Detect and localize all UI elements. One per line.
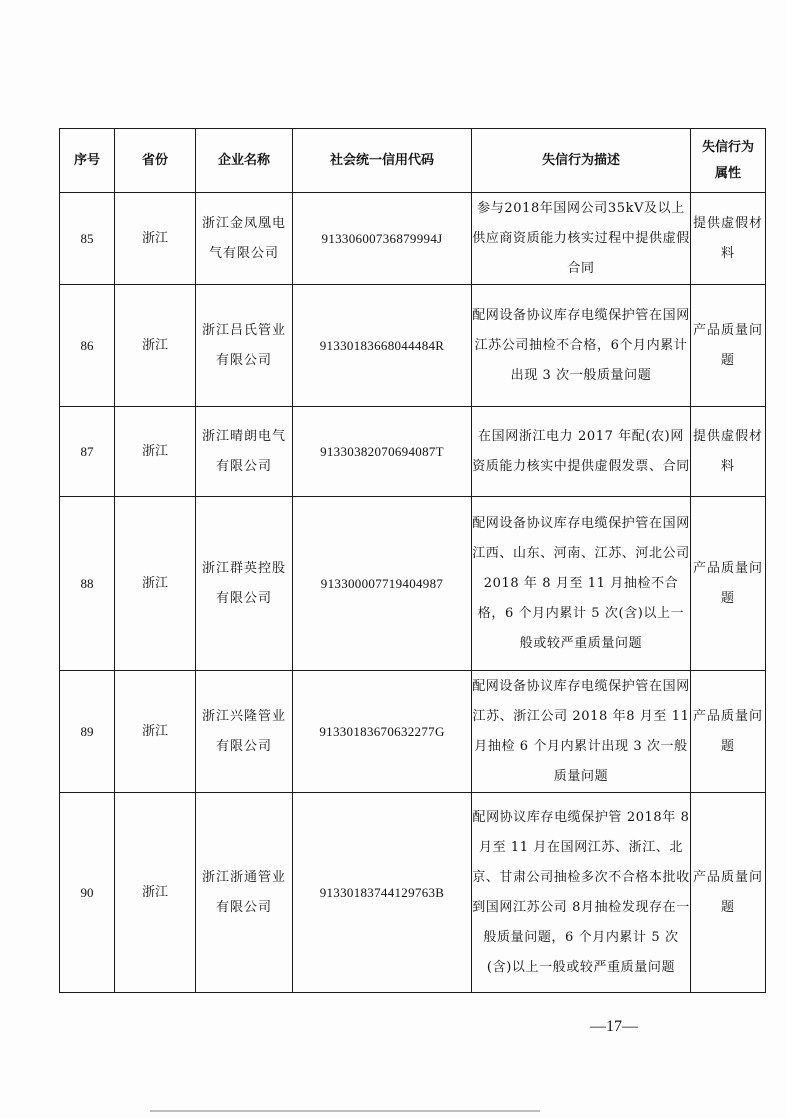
header-code: 社会统一信用代码 <box>293 129 472 193</box>
row-code: 91330183670632277G <box>293 671 472 793</box>
row-no: 90 <box>60 793 115 993</box>
row-province: 浙江 <box>115 793 196 993</box>
row-code: 91330183744129763B <box>293 793 472 993</box>
table-row <box>60 193 766 285</box>
table-row <box>60 671 766 793</box>
scan-edge-line <box>150 1110 540 1112</box>
row-attribute: 提供虚假材料 <box>691 407 766 497</box>
table-row <box>60 285 766 407</box>
row-province: 浙江 <box>115 285 196 407</box>
header-description: 失信行为描述 <box>472 129 691 193</box>
row-code: 91330183668044484R <box>293 285 472 407</box>
row-company: 浙江晴朗电气有限公司 <box>196 407 293 497</box>
table-row <box>60 793 766 993</box>
row-attribute: 产品质量问题 <box>691 671 766 793</box>
header-no: 序号 <box>60 129 115 193</box>
row-description: 在国网浙江电力 2017 年配(农)网资质能力核实中提供虚假发票、合同 <box>472 407 691 497</box>
row-province: 浙江 <box>115 193 196 285</box>
row-attribute: 提供虚假材料 <box>691 193 766 285</box>
table-row <box>60 407 766 497</box>
row-no: 85 <box>60 193 115 285</box>
row-code: 91330382070694087T <box>293 407 472 497</box>
row-code: 91330600736879994J <box>293 193 472 285</box>
table-row <box>60 497 766 671</box>
row-attribute: 产品质量问题 <box>691 497 766 671</box>
row-company: 浙江兴隆管业有限公司 <box>196 671 293 793</box>
row-company: 浙江吕氏管业有限公司 <box>196 285 293 407</box>
row-description: 配网设备协议库存电缆保护管在国网江苏、浙江公司 2018 年8 月至 11 月抽检 6 个月内累计出现 3 次一般质量问题 <box>472 671 691 793</box>
row-no: 86 <box>60 285 115 407</box>
table-header-row <box>60 129 766 193</box>
header-province: 省份 <box>115 129 196 193</box>
row-company: 浙江浙通管业有限公司 <box>196 793 293 993</box>
page-number: —17— <box>590 1018 638 1035</box>
row-code: 913300007719404987 <box>293 497 472 671</box>
dishonesty-table <box>59 128 766 993</box>
row-description: 配网设备协议库存电缆保护管在国网江苏公司抽检不合格，6个月内累计出现 3 次一般质量问题 <box>472 285 691 407</box>
row-description: 配网协议库存电缆保护管 2018年 8 月至 11 月在国网江苏、浙江、北京、甘肃公司抽检多次不合格本批收到国网江苏公司 8月抽检发现存在一般质量问题，6 个月内累计 5 次(含)以上一般或较严重质量问题 <box>472 793 691 993</box>
row-company: 浙江金凤凰电气有限公司 <box>196 193 293 285</box>
row-no: 88 <box>60 497 115 671</box>
header-company: 企业名称 <box>196 129 293 193</box>
row-province: 浙江 <box>115 407 196 497</box>
header-attribute: 失信行为属性 <box>691 129 766 193</box>
row-no: 87 <box>60 407 115 497</box>
row-attribute: 产品质量问题 <box>691 793 766 993</box>
row-province: 浙江 <box>115 497 196 671</box>
row-description: 参与2018年国网公司35kV及以上供应商资质能力核实过程中提供虚假合同 <box>472 193 691 285</box>
row-company: 浙江群英控股有限公司 <box>196 497 293 671</box>
row-attribute: 产品质量问题 <box>691 285 766 407</box>
row-no: 89 <box>60 671 115 793</box>
row-description: 配网设备协议库存电缆保护管在国网江西、山东、河南、江苏、河北公司 2018 年 8 月至 11 月抽检不合格，6 个月内累计 5 次(含)以上一般或较严重质量问题 <box>472 497 691 671</box>
row-province: 浙江 <box>115 671 196 793</box>
